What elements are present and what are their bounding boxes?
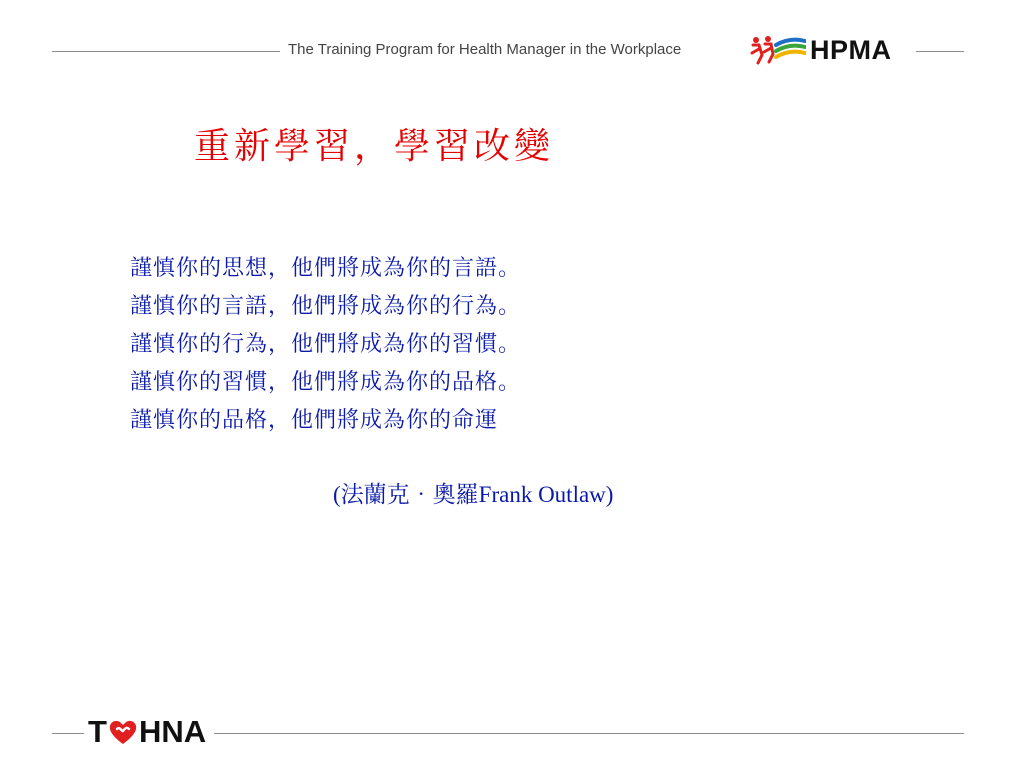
quote-line: 謹慎你的習慣，他們將成為你的品格。 <box>130 370 522 395</box>
header-caption: The Training Program for Health Manager in the Workplace <box>288 41 682 58</box>
tohna-logo <box>88 714 206 750</box>
tohna-logo-prefix: T <box>88 714 107 749</box>
hpma-logo <box>750 32 892 68</box>
quote-lines <box>130 250 521 440</box>
quote-line: 謹慎你的行為，他們將成為你的習慣。 <box>130 332 522 357</box>
quote-line: 謹慎你的品格，他們將成為你的命運 <box>130 408 499 433</box>
footer-divider-left <box>52 733 84 734</box>
heart-icon <box>108 718 138 746</box>
footer-divider-right <box>214 733 964 734</box>
quote-line: 謹慎你的思想，他們將成為你的言語。 <box>130 256 522 281</box>
hpma-logo-text: HPMA <box>810 34 892 65</box>
slide-title: 重新學習，學習改變 <box>194 126 555 167</box>
header-divider-left <box>52 51 280 52</box>
quote-attribution: (法蘭克‧奧羅Frank Outlaw) <box>333 482 614 507</box>
tohna-logo-suffix: HNA <box>138 714 207 749</box>
hpma-emblem-icon <box>750 33 806 67</box>
quote-line: 謹慎你的言語，他們將成為你的行為。 <box>130 294 522 319</box>
header-divider-right <box>916 51 964 52</box>
